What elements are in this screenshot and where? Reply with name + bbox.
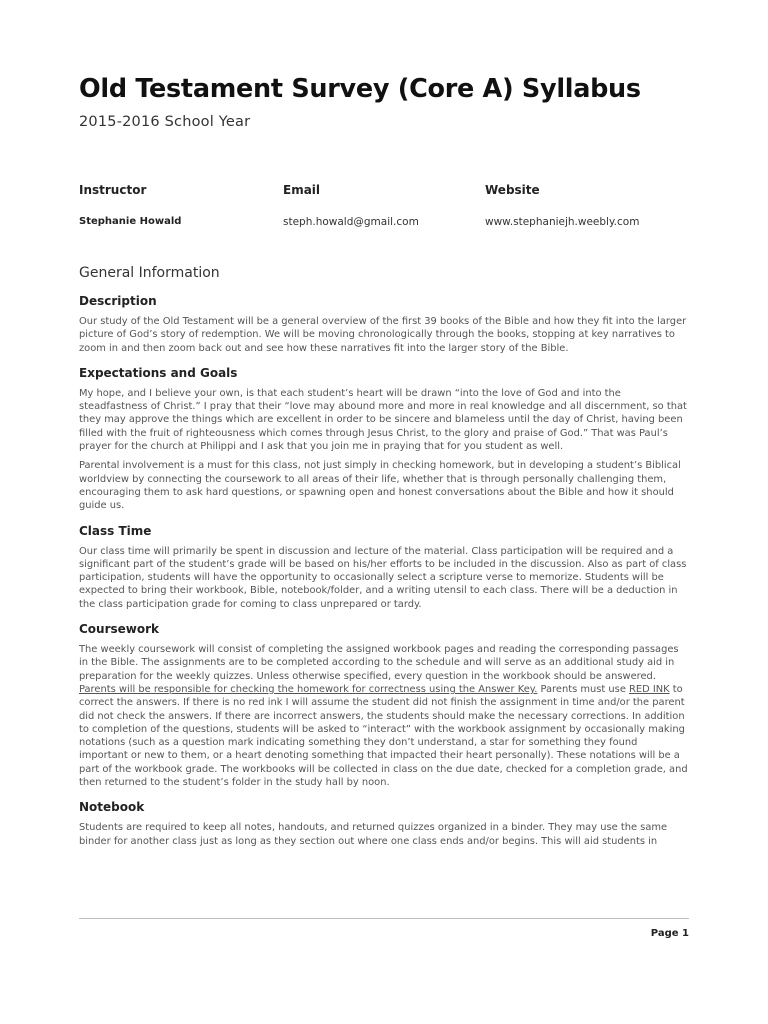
document-title: Old Testament Survey (Core A) Syllabus (79, 74, 641, 104)
email-header: Email (283, 183, 321, 197)
notebook-text: Students are required to keep all notes, handouts, and returned quizzes organized in a binder. They may use the same binder for another class just as long as they section out where one class ends and/or begins. This will aid students in (79, 822, 668, 847)
class-time-text: Our class time will primarily be spent in discussion and lecture of the material. Class participation will be required and a significant part of the student’s grade will be based on his/her efforts to be included in the discussion. Also as part of class participation, students will have the opportunity to occasionally select a scripture verse to memorize. Students will be expected to bring their workbook, Bible, notebook/folder, and a writing utensil to each class. There will be a deduction in the class participation grade for coming to class unprepared or tardy. (79, 545, 687, 610)
class-time-heading: Class Time (79, 523, 152, 538)
notebook-heading: Notebook (79, 800, 145, 815)
coursework-red-ink: RED INK (629, 683, 670, 695)
coursework-parents-responsibility: Parents will be responsible for checking the homework for correctness using the Answer Key. (79, 683, 538, 695)
coursework-text (79, 643, 689, 789)
instructor-name: Stephanie Howald (79, 216, 182, 227)
instructor-email-link[interactable]: steph.howald@gmail.com (283, 216, 419, 228)
description-text: Our study of the Old Testament will be a general overview of the first 39 books of the Bible and how they fit into the larger picture of God’s story of redemption. We will be moving chronologically through the books, stopping at key narratives to zoom in and then zoom back out and see how these narratives fit into the larger story of the Bible. (79, 316, 687, 354)
coursework-text-c: to correct the answers. If there is no red ink I will assume the student did not finish the assignment in time and/or the parent did not check the answers. If there are incorrect answers, the students should make the necessary corrections. In addition to completion of the questions, students will be asked to “interact” with the workbook assignment by occasionally making notations (such as a question mark indicating something they don’t understand, a star for something they found important or new to them, or a heart denoting something that impacted their heart personally). These notations will be a part of the workbook grade. The workbooks will be collected in class on the due date, checked for a completion grade, and then returned to the student’s folder in the study hall by noon. (79, 683, 688, 789)
instructor-header: Instructor (79, 183, 147, 197)
general-information-heading: General Information (79, 265, 220, 281)
syllabus-body (79, 293, 689, 858)
page-number: Page 1 (650, 928, 689, 939)
expectations-paragraph-1: My hope, and I believe your own, is that each student’s heart will be drawn “into the love of God and into the steadfastness of Christ.” I pray that their “love may abound more and more in real knowledge and all discernment, so that they may approve the things which are excellent in order to be sincere and blameless until the day of Christ, having been filled with the fruit of righteousness which comes through Jesus Christ, to the glory and praise of God.” That was Paul’s prayer for the church at Philippi and I ask that you join me in praying that for you student as well. (79, 387, 687, 453)
instructor-website-link[interactable]: www.stephaniejh.weebly.com (485, 216, 640, 228)
expectations-heading: Expectations and Goals (79, 365, 238, 380)
coursework-heading: Coursework (79, 622, 160, 637)
website-header: Website (485, 183, 540, 197)
school-year: 2015-2016 School Year (79, 114, 251, 130)
description-heading: Description (79, 294, 157, 308)
expectations-paragraph-2: Parental involvement is a must for this class, not just simply in checking homework, but in developing a student’s Biblical worldview by connecting the coursework to all areas of their life, whether that is through personally challenging them, encouraging them to ask hard questions, or spawning open and honest conversations about the Bible and how it should guide us. (79, 460, 681, 512)
footer-divider (79, 918, 689, 919)
coursework-text-a: The weekly coursework will consist of completing the assigned workbook pages and reading the corresponding passages in the Bible. The assignments are to be completed according to the schedule and will serve as an additional study aid in preparation for the weekly quizzes. Unless otherwise specified, every question in the workbook should be answered. (79, 644, 679, 682)
coursework-text-b: Parents must use (537, 683, 630, 695)
